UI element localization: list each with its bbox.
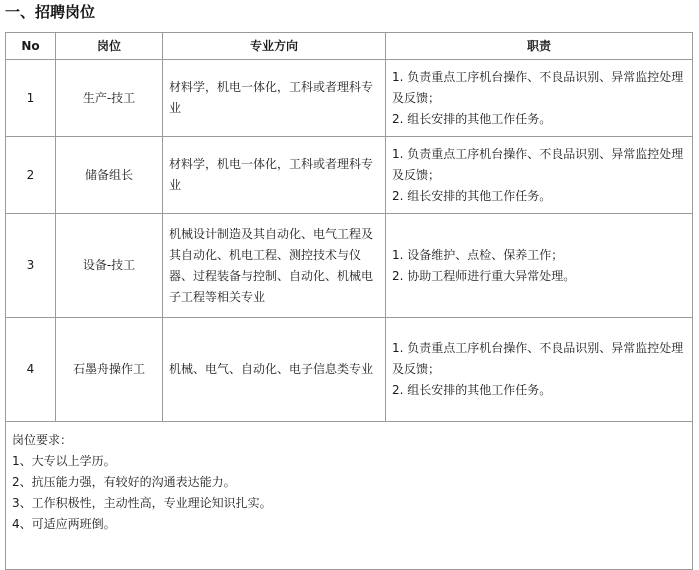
table-header-row	[6, 33, 693, 60]
requirement-item: 3、工作积极性，主动性高，专业理论知识扎实。	[12, 496, 272, 510]
duty-item: 2. 组长安排的其他工作任务。	[392, 111, 552, 126]
section-title: 一、招聘岗位	[5, 3, 96, 21]
duty-item: 2. 组长安排的其他工作任务。	[392, 383, 552, 397]
row-number: 2	[6, 137, 56, 214]
row-number: 3	[6, 214, 56, 318]
requirements-title: 岗位要求：	[12, 433, 73, 447]
duty-item: 2. 协助工程师进行重大异常处理。	[392, 268, 576, 283]
major-direction: 材料学，机电一体化，工科或者理科专业	[163, 137, 386, 214]
requirement-item: 1、大专以上学历。	[12, 454, 116, 468]
duty-item: 2. 组长安排的其他工作任务。	[392, 188, 552, 203]
duties-cell	[386, 137, 693, 214]
major-direction: 机械、电气、自动化、电子信息类专业	[163, 318, 386, 422]
recruitment-table	[5, 32, 693, 570]
requirements-cell	[6, 422, 693, 570]
position-name: 石墨舟操作工	[56, 318, 163, 422]
table-row	[6, 318, 693, 422]
table-row	[6, 60, 693, 137]
header-no: No	[6, 33, 56, 60]
requirement-item: 2、抗压能力强，有较好的沟通表达能力。	[12, 475, 236, 489]
header-position: 岗位	[56, 33, 163, 60]
table-row	[6, 137, 693, 214]
position-name: 设备-技工	[56, 214, 163, 318]
header-duties: 职责	[386, 33, 693, 60]
duty-item: 1. 设备维护、点检、保养工作；	[392, 247, 564, 262]
major-direction: 材料学，机电一体化，工科或者理科专业	[163, 60, 386, 137]
row-number: 1	[6, 60, 56, 137]
major-direction: 机械设计制造及其自动化、电气工程及其自动化、机电工程、测控技术与仪器、过程装备与控制、自动化、机械电子工程等相关专业	[163, 214, 386, 318]
duties-cell	[386, 318, 693, 422]
header-major: 专业方向	[163, 33, 386, 60]
row-number: 4	[6, 318, 56, 422]
duties-cell	[386, 60, 693, 137]
table-row	[6, 214, 693, 318]
duty-item: 1. 负责重点工序机台操作、不良品识别、异常监控处理及反馈；	[392, 341, 684, 376]
requirements-row	[6, 422, 693, 570]
duty-item: 1. 负责重点工序机台操作、不良品识别、异常监控处理及反馈；	[392, 146, 684, 182]
position-name: 储备组长	[56, 137, 163, 214]
position-name: 生产-技工	[56, 60, 163, 137]
duty-item: 1. 负责重点工序机台操作、不良品识别、异常监控处理及反馈；	[392, 69, 684, 105]
duties-cell	[386, 214, 693, 318]
requirement-item: 4、可适应两班倒。	[12, 517, 116, 531]
